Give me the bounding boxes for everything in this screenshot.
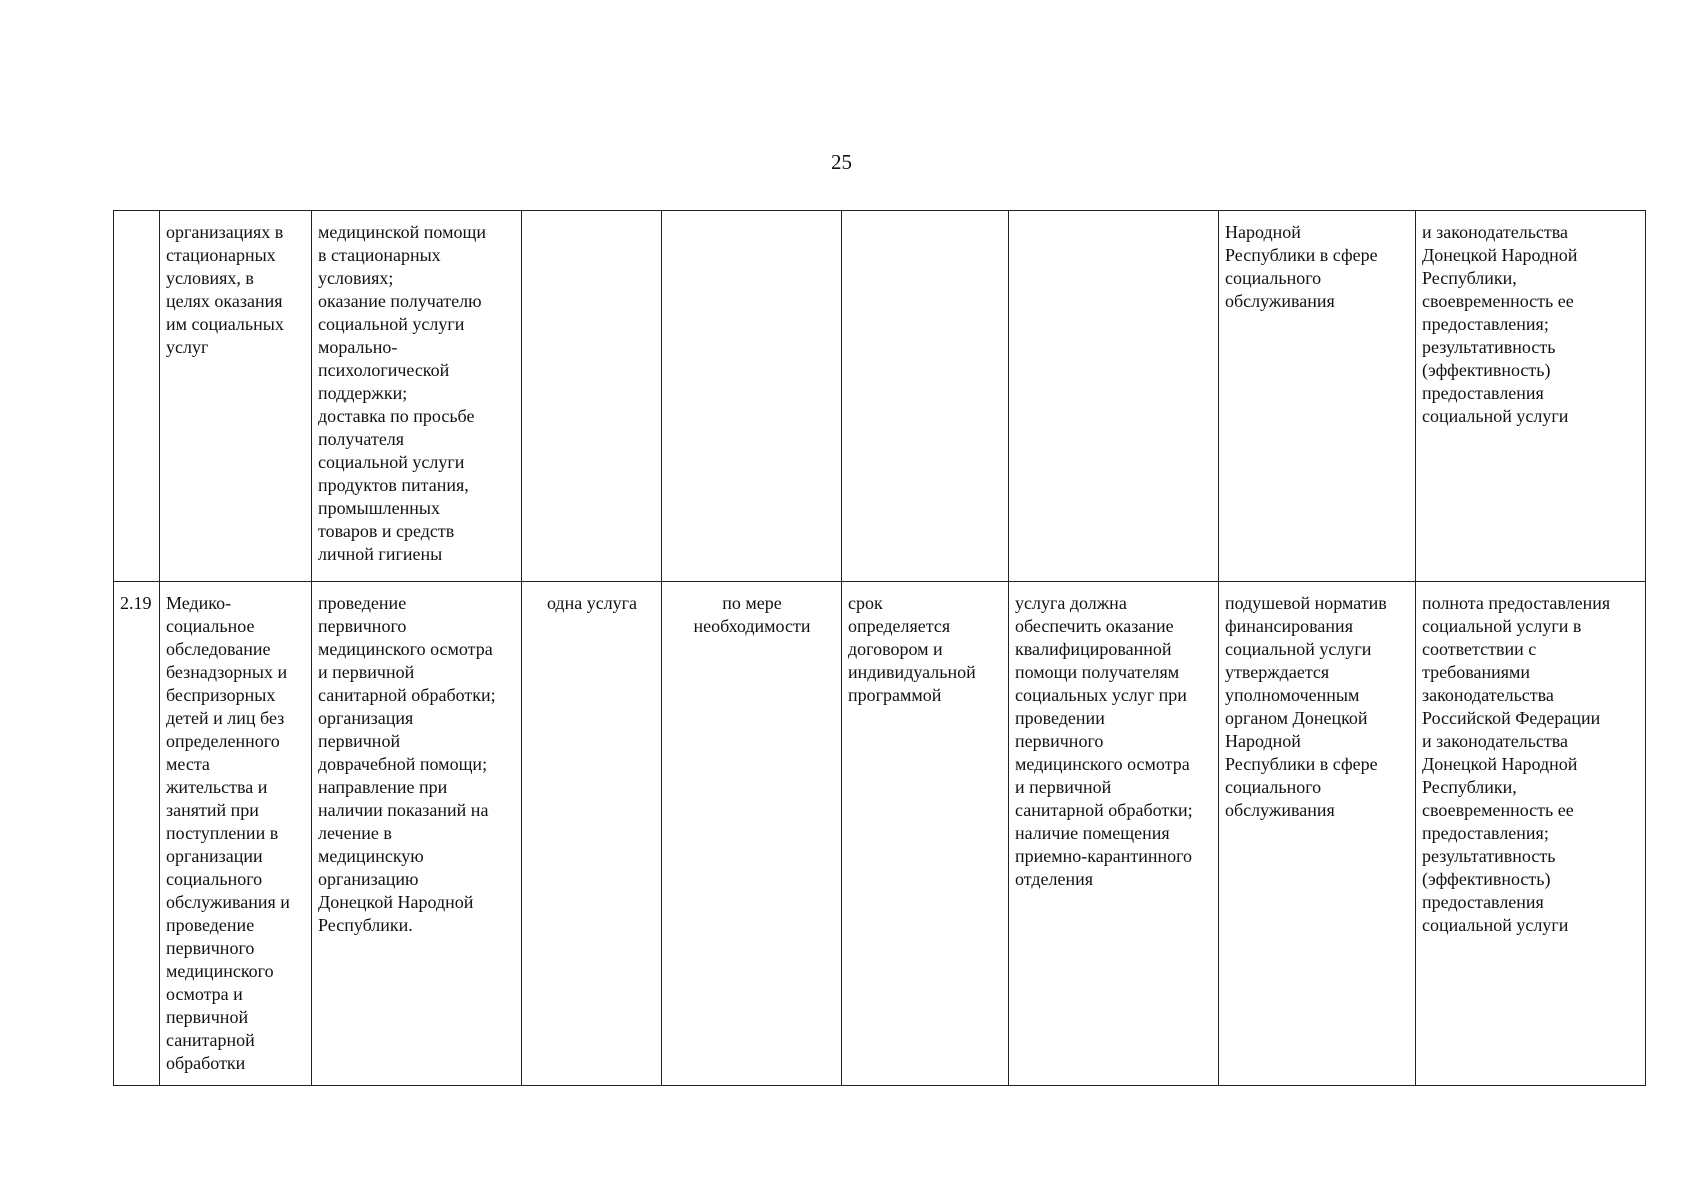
page-number: 25 — [831, 150, 852, 174]
cell-financing: подушевой норматив финансирования социальной услуги утверждается уполномоченным органом Донецкой Народной Республики в сфере социального обслуживания — [1219, 582, 1416, 1086]
cell-financing: Народной Республики в сфере социального обслуживания — [1219, 211, 1416, 582]
cell-frequency: по мере необходимости — [662, 582, 842, 1086]
cell-term: срок определяется договором и индивидуальной программой — [842, 582, 1009, 1086]
services-table — [113, 210, 1646, 1086]
cell-service-content: медицинской помощи в стационарных условиях; оказание получателю социальной услуги морально- психологической поддержки; доставка по просьбе получателя социальной услуги продуктов питания, промышленных товаров и средств личной гигиены — [312, 211, 522, 582]
cell-service-name: Медико- социальное обследование безнадзорных и беспризорных детей и лиц без определенного места жительства и занятий при поступлении в организации социального обслуживания и проведение первичного медицинского осмотра и первичной санитарной обработки — [160, 582, 312, 1086]
cell-quality: и законодательства Донецкой Народной Республики, своевременность ее предоставления; результативность (эффективность) предоставления социальной услуги — [1416, 211, 1646, 582]
cell-service-content: проведение первичного медицинского осмотра и первичной санитарной обработки; организация первичной доврачебной помощи; направление при наличии показаний на лечение в медицинскую организацию Донецкой Народной Республики. — [312, 582, 522, 1086]
table-row — [114, 211, 1646, 582]
table-row — [114, 582, 1646, 1086]
cell-volume: одна услуга — [522, 582, 662, 1086]
cell-volume — [522, 211, 662, 582]
cell-conditions — [1009, 211, 1219, 582]
cell-number — [114, 211, 160, 582]
cell-quality: полнота предоставления социальной услуги в соответствии с требованиями законодательства Российской Федерации и законодательства Донецкой Народной Республики, своевременность ее предоставления; результативность (эффективность) предоставления социальной услуги — [1416, 582, 1646, 1086]
cell-frequency — [662, 211, 842, 582]
cell-service-name: организациях в стационарных условиях, в целях оказания им социальных услуг — [160, 211, 312, 582]
cell-number: 2.19 — [114, 582, 160, 1086]
cell-conditions: услуга должна обеспечить оказание квалифицированной помощи получателям социальных услуг при проведении первичного медицинского осмотра и первичной санитарной обработки; наличие помещения приемно-карантинного отделения — [1009, 582, 1219, 1086]
cell-term — [842, 211, 1009, 582]
